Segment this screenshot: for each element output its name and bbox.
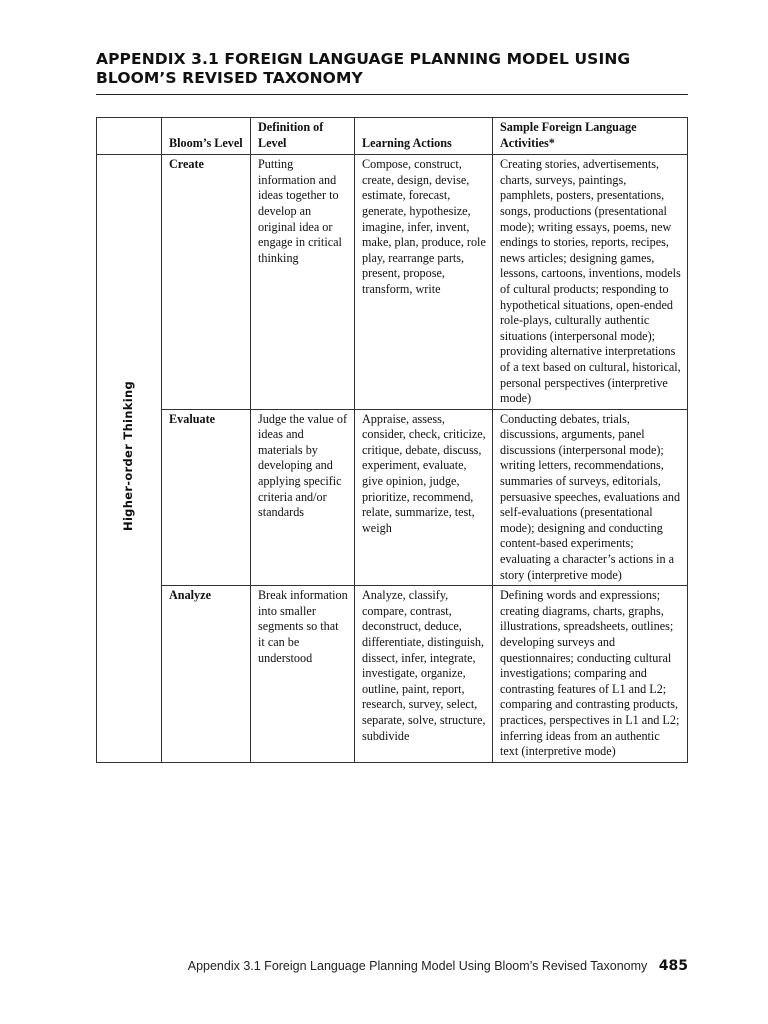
title-line-2: BLOOM’S REVISED TAXONOMY [96,69,363,87]
page-footer [188,958,688,974]
higher-order-thinking-label: Higher-order Thinking [121,381,136,532]
running-title: Appendix 3.1 Foreign Language Planning Model Using Bloom’s Revised Taxonomy [187,959,648,973]
learning-actions: Appraise, assess, consider, check, criticize, critique, debate, discuss, experiment, evaluate, give opinion, judge, prioritize, recommend, relate, summarize, test, weigh [355,409,493,586]
title-rule [96,94,688,95]
table-header-row [97,118,688,155]
table-row [97,586,688,763]
level-name: Create [162,155,251,410]
table-row [97,409,688,586]
appendix-title [96,50,696,88]
learning-actions: Analyze, classify, compare, contrast, deconstruct, deduce, differentiate, distinguish, dissect, infer, integrate, investigate, organize, outline, paint, report, research, survey, select, separate, solve, structure, subdivide [355,586,493,763]
sample-activities: Conducting debates, trials, discussions, arguments, panel discussions (interpersonal mode); writing letters, recommendations, summaries of surveys, editorials, persuasive speeches, evaluations and self-evaluations (presentational mode); designing and conducting content-based experiments; evaluating a character’s actions in a story (interpretive mode) [493,409,688,586]
table-row [97,155,688,410]
learning-actions: Compose, construct, create, design, devise, estimate, forecast, generate, hypothesize, imagine, infer, invent, make, plan, produce, role play, rearrange parts, present, propose, transform, write [355,155,493,410]
sample-activities: Defining words and expressions; creating diagrams, charts, graphs, illustrations, spreadsheets, outlines; developing surveys and questionnaires; conducting cultural investigations; comparing and contrasting features of L1 and L2; comparing and contrasting products, practices, perspectives in L1 and L2; inferring ideas from an authentic text (interpretive mode) [493,586,688,763]
header-blooms-level: Bloom’s Level [162,118,251,155]
side-label-cell [97,155,162,763]
header-definition: Definition of Level [251,118,355,155]
sample-activities: Creating stories, advertisements, charts, surveys, paintings, pamphlets, posters, presentations, songs, productions (presentational mode); writing essays, poems, new endings to stories, reports, recipes, news articles; designing games, lessons, cartoons, inventions, models of cultural products; responding to hypothetical situations, open-ended role-plays, culturally authentic situations (interpersonal mode); providing alternative interpretations of a text based on cultural, historical, personal perspectives (interpretive mode) [493,155,688,410]
level-definition: Judge the value of ideas and materials by developing and applying specific criteria and/or standards [251,409,355,586]
level-name: Evaluate [162,409,251,586]
level-name: Analyze [162,586,251,763]
page-number: 485 [658,958,688,974]
header-blank-cell [97,118,162,155]
header-learning-actions: Learning Actions [355,118,493,155]
header-sample-activities: Sample Foreign Language Activities* [493,118,688,155]
taxonomy-table [96,117,688,763]
level-definition: Break information into smaller segments so that it can be understood [251,586,355,763]
title-line-1: APPENDIX 3.1 FOREIGN LANGUAGE PLANNING MODEL USING [96,50,631,68]
level-definition: Putting information and ideas together to develop an original idea or engage in critical thinking [251,155,355,410]
